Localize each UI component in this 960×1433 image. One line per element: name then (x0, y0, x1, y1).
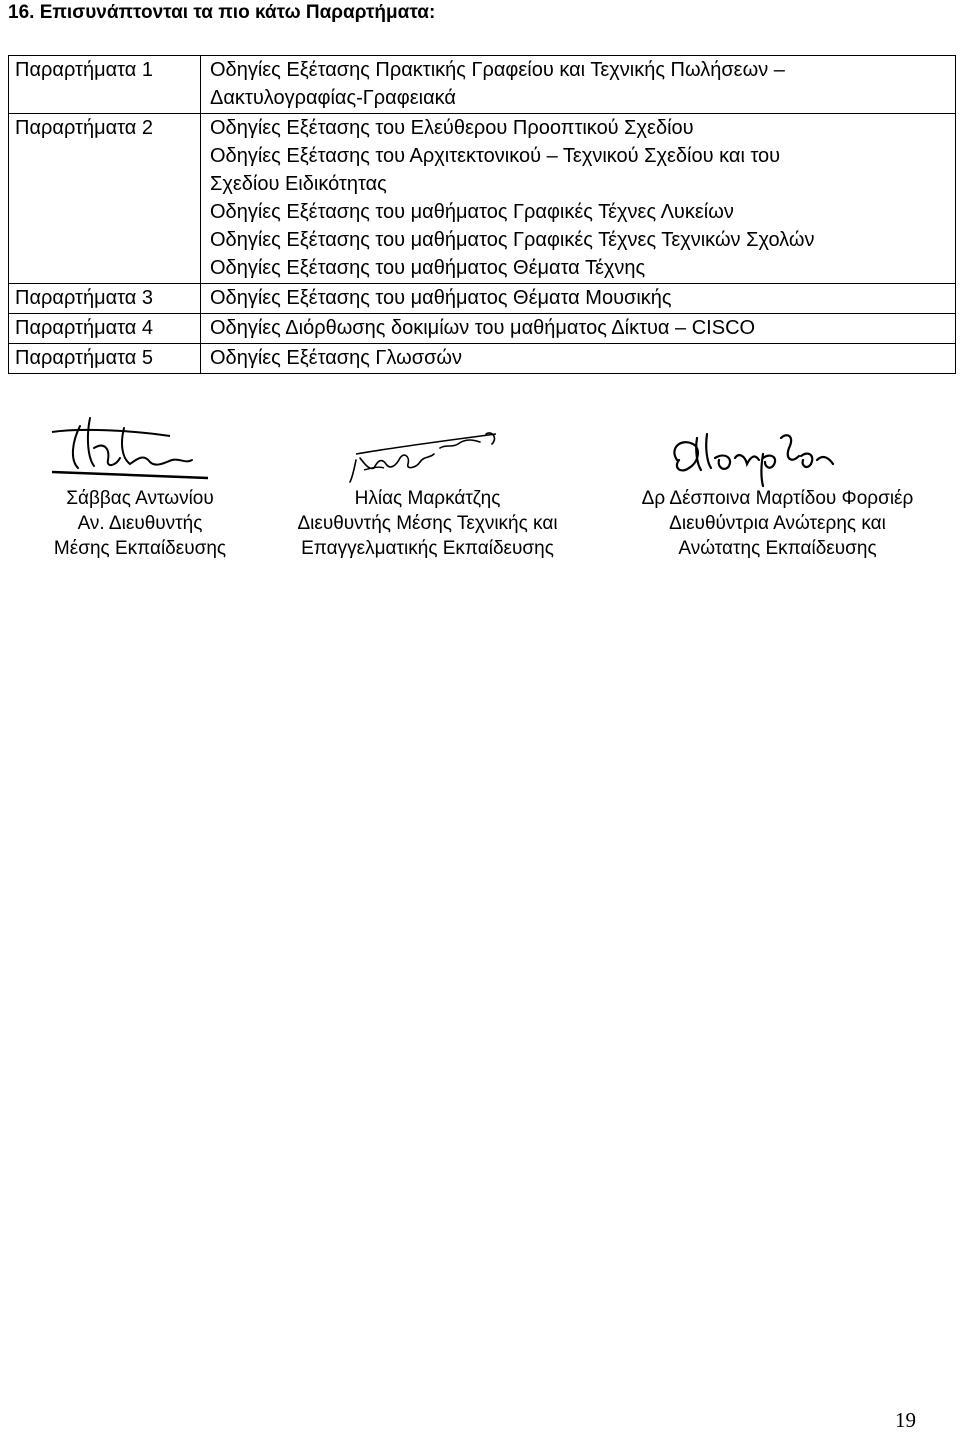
annex-line: Οδηγίες Εξέτασης του μαθήματος Γραφικές Τέχνες Λυκείων (210, 201, 734, 223)
signatory-3 (605, 408, 950, 568)
annex-label: Παραρτήματα 3 (9, 284, 201, 314)
annex-description (201, 114, 956, 284)
page-number: 19 (895, 1408, 916, 1432)
annex-row (9, 56, 956, 114)
annex-label: Παραρτήματα 4 (9, 314, 201, 344)
signatory-title: Μέσης Εκπαίδευσης (53, 538, 227, 559)
annex-description (201, 344, 956, 374)
annex-description (201, 56, 956, 114)
annex-label: Παραρτήματα 5 (9, 344, 201, 374)
annex-table (8, 55, 956, 374)
annex-line: Οδηγίες Εξέτασης του Αρχιτεκτονικού – Τεχνικού Σχεδίου και του (210, 145, 781, 167)
signatory-title: Διευθύντρια Ανώτερης και (669, 513, 886, 534)
signatory-name: Σάββας Αντωνίου (66, 488, 214, 509)
annex-label: Παραρτήματα 2 (9, 114, 201, 284)
annex-line: Δακτυλογραφίας-Γραφειακά (210, 87, 456, 109)
signatory-title: Επαγγελματικής Εκπαίδευσης (301, 538, 554, 559)
annex-line: Σχεδίου Ειδικότητας (210, 173, 387, 195)
signatory-name: Δρ Δέσποινα Μαρτίδου Φορσιέρ (641, 488, 914, 509)
signatory-title: Ανώτατης Εκπαίδευσης (678, 538, 877, 559)
annex-description (201, 284, 956, 314)
annex-row (9, 114, 956, 284)
signatory-1 (20, 408, 260, 568)
signatory-name: Ηλίας Μαρκάτζης (354, 488, 501, 509)
annex-line: Οδηγίες Εξέτασης του μαθήματος Γραφικές Τέχνες Τεχνικών Σχολών (210, 229, 815, 251)
annex-line: Οδηγίες Εξέτασης Πρακτικής Γραφείου και Τεχνικής Πωλήσεων – (210, 59, 785, 81)
annex-line: Οδηγίες Εξέτασης του μαθήματος Θέματα Μουσικής (210, 287, 672, 309)
handwritten-signature-2 (260, 408, 595, 488)
annex-row (9, 344, 956, 374)
annex-row (9, 284, 956, 314)
handwritten-signature-1 (20, 408, 260, 488)
signatory-title: Αν. Διευθυντής (77, 513, 203, 534)
signatory-title: Διευθυντής Μέσης Τεχνικής και (297, 513, 558, 534)
signatory-2 (260, 408, 595, 568)
annex-line: Οδηγίες Εξέτασης Γλωσσών (210, 347, 463, 369)
section-heading: 16. Επισυνάπτονται τα πιο κάτω Παραρτήματα: (8, 2, 436, 23)
annex-line: Οδηγίες Εξέτασης του μαθήματος Θέματα Τέχνης (210, 257, 646, 279)
annex-description (201, 314, 956, 344)
annex-label: Παραρτήματα 1 (9, 56, 201, 114)
annex-row (9, 314, 956, 344)
annex-line: Οδηγίες Εξέτασης του Ελεύθερου Προοπτικού Σχεδίου (210, 117, 694, 139)
annex-line: Οδηγίες Διόρθωσης δοκιμίων του μαθήματος Δίκτυα – CISCO (210, 317, 756, 339)
handwritten-signature-3 (605, 408, 950, 488)
